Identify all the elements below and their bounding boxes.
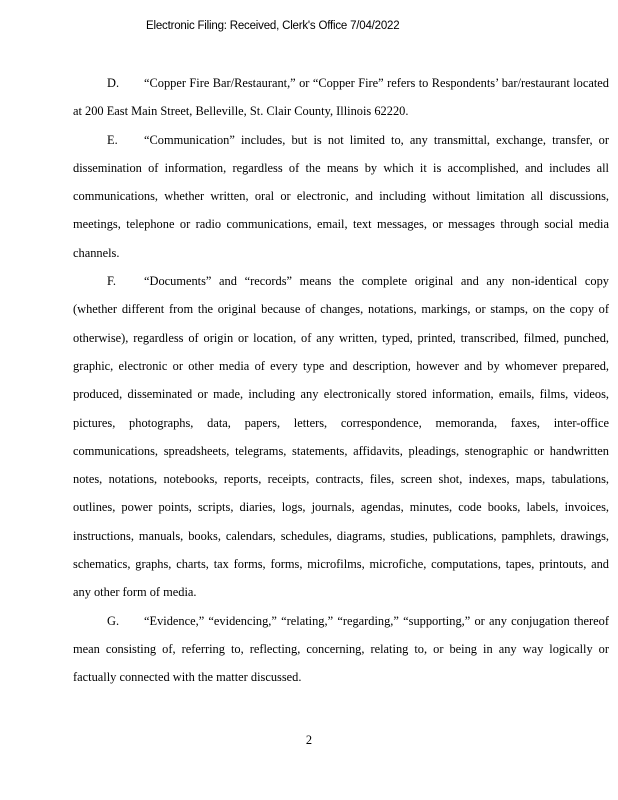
definition-text: “Communication” includes, but is not limited to, any transmittal, exchange, transfer, or dissemination of information, regardless of the means by which it is accomplished, and includes all communications, whether written, oral or electronic, and including without limitation all discussions, meetings, telephone or radio communications, email, text messages, or messages through social media channels. xyxy=(73,132,609,260)
definition-text: “Evidence,” “evidencing,” “relating,” “regarding,” “supporting,” or any conjugation thereof mean consisting of, referring to, reflecting, concerning, relating to, or being in any way logically or factually connected with the matter discussed. xyxy=(73,613,609,685)
definition-text: “Copper Fire Bar/Restaurant,” or “Copper Fire” refers to Respondents’ bar/restaurant located at 200 East Main Street, Belleville, St. Clair County, Illinois 62220. xyxy=(73,76,609,119)
definition-text: “Documents” and “records” means the complete original and any non-identical copy (whether different from the original because of changes, notations, markings, or stamps, on the copy of otherwise), regardless of origin or location, of any written, typed, printed, transcribed, filmed, punched, graphic, electronic or other media of every type and description, however and by whomever prepared, produced, disseminated or made, including any electronically stored information, emails, films, videos, pictures, photographs, data, papers, letters, correspondence, memoranda, faxes, inter-office communications, spreadsheets, telegrams, statements, affidavits, pleadings, stenographic or handwritten notes, notations, notebooks, reports, receipts, contracts, files, screen shot, indexes, maps, tabulations, outlines, power points, scripts, diaries, logs, journals, agendas, minutes, code books, labels, invoices, instructions, manuals, books, calendars, schedules, diagrams, studies, publications, pamphlets, drawings, schematics, graphs, charts, tax forms, forms, microfilms, microfiche, computations, tapes, printouts, and any other form of media. xyxy=(73,274,609,600)
definition-g xyxy=(73,607,609,692)
definition-letter: F. xyxy=(107,274,116,289)
definition-d xyxy=(73,69,609,126)
filing-stamp: Electronic Filing: Received, Clerk's Office 7/04/2022 xyxy=(146,20,400,32)
page-number: 2 xyxy=(305,733,313,747)
definition-e xyxy=(73,126,609,267)
definition-f xyxy=(73,267,609,607)
document-body xyxy=(73,69,609,692)
definition-letter: D. xyxy=(107,76,120,90)
definition-letter: E. xyxy=(107,132,118,147)
definition-letter: G. xyxy=(107,613,120,628)
